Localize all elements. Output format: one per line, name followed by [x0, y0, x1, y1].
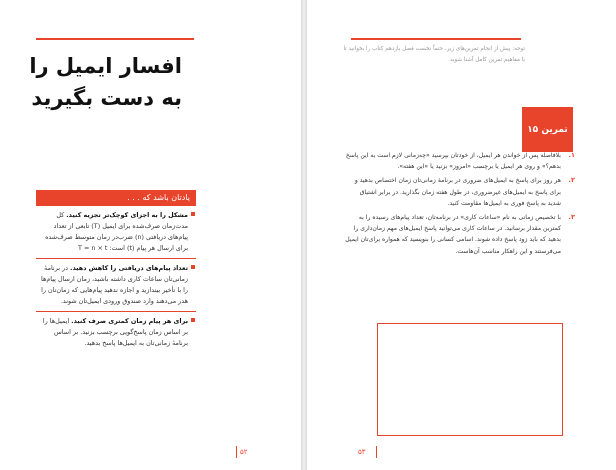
remember-heading: یادتان باشد که . . . [36, 190, 196, 206]
right-top-rule [351, 38, 521, 40]
remember-item-text: ایمیل‌ها را بر اساس زمان پاسخ‌گویی برچسب بزنید. بر اساس برنامهٔ زمانی‌تان به ایمیل‌ها پاسخ بدهید. [42, 317, 188, 347]
exercise-badge: تمرین ۱۵ [522, 107, 573, 152]
exercise-item [345, 150, 575, 172]
page-number-divider [236, 446, 237, 458]
remember-item-lead: تعداد پیام‌های دریافتی را کاهش دهید. [70, 264, 188, 272]
remember-item-lead: برای هر پیام زمان کمتری صرف کنید. [71, 317, 188, 325]
exercise-list [345, 150, 575, 260]
page-number-right: ۵۳ [358, 448, 366, 456]
exercise-item [345, 175, 575, 209]
page-number-divider [376, 446, 377, 458]
exercise-item-number: ۳. [568, 213, 575, 222]
remember-item-lead: مشکل را به اجزای کوچک‌تر تجزیه کنید. [66, 211, 188, 219]
remember-item [36, 258, 196, 311]
exercise-item [345, 212, 575, 257]
remember-item-text: در برنامهٔ زمانی‌تان ساعات کاری داشته باشید، زمان ارسال پیام‌ها را با تأخیر بیندازید و اجازه ندهید پیام‌هایی که زمان‌تان را هدر می‌دهند وارد صندوق ورودی ایمیل‌تان شوند. [41, 264, 188, 305]
remember-item [36, 311, 196, 353]
bullet-square-icon [191, 212, 195, 216]
remember-item [36, 206, 196, 258]
page-number-left: ۵۲ [240, 448, 248, 456]
answer-box[interactable] [377, 323, 563, 436]
exercise-item-number: ۱. [568, 151, 575, 159]
exercise-note: توجه: پیش از انجام تمرین‌های زیر، حتماً نخست فصل یازدهم کتاب را بخوانید تا با مفاهیم تمرین کامل آشنا شوید. [343, 46, 525, 63]
remember-box [36, 190, 196, 353]
exercise-item-text: هر روز برای پاسخ به ایمیل‌های ضروری در برنامهٔ زمانی‌تان زمان اختصاص بدهید و برای پاسخ به ایمیل‌های غیرضروری، در طول هفته زمان بگذارید. در برابر اشتیاق شدید به پاسخ فوری به ایمیل‌ها مقاومت کنید. [354, 177, 561, 207]
bullet-square-icon [191, 318, 195, 322]
exercise-item-text: با تخصیص زمانی به نام «ساعات کاری» در برنامه‌تان، تعداد پیام‌های رسیده را به کمترین مقدار برسانید. در ساعات کاری می‌توانید پاسخ ایمیل‌های مهم زمان‌داری را بدهید که باید زود پاسخ داده شوند. اسامی کسانی را بنویسید که همواره برای‌تان ایمیل می‌فرستند و این راهکار مناسب آن‌هاست. [345, 214, 561, 255]
left-top-rule [36, 38, 194, 40]
chapter-title: افسار ایمیل را به دست بگیرید [29, 54, 182, 110]
exercise-item-text: بلافاصله پس از خواندن هر ایمیل، از خودتان بپرسید «چه‌زمانی لازم است به این پاسخ بدهم؟» و روی هر ایمیل یا برچسب «امروز» بزنید یا «این هفته». [345, 152, 561, 171]
exercise-item-number: ۲. [568, 176, 575, 185]
remember-item-text: کل مدت‌زمان صرف‌شده برای ایمیل (T) تابعی از تعداد پیام‌های دریافتی (n) ضرب‌در زمان متوسط صرف‌شده برای ارسال هر پیام (t) است: T = n × t [45, 211, 188, 252]
bullet-square-icon [191, 265, 195, 269]
